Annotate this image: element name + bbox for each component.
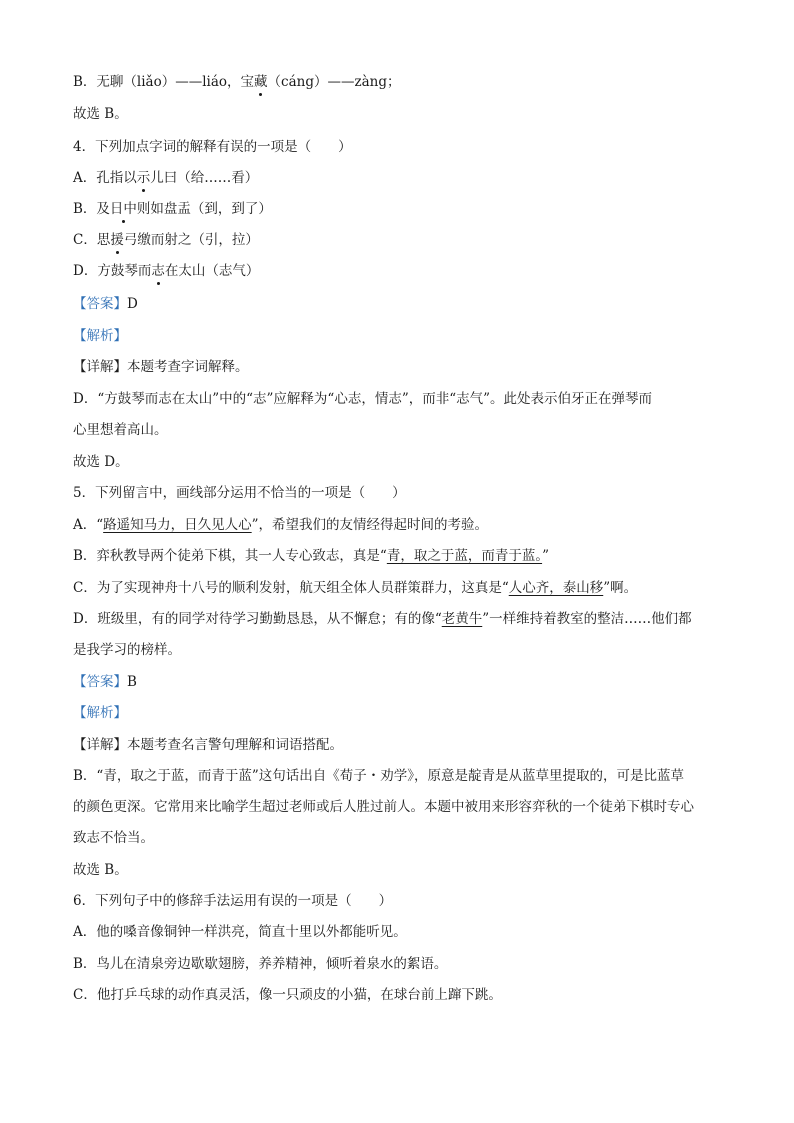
dotted-character: 志: [151, 263, 165, 279]
text-segment: ”: [542, 548, 549, 564]
question-5-option-c: [73, 578, 637, 598]
question-6-option-a: A．他的嗓音像铜钟一样洪亮，简直十里以外都能听见。: [73, 924, 407, 940]
question-5-option-d-line-2: 是我学习的榜样。: [73, 642, 181, 658]
question-5-option-a: [73, 515, 488, 535]
question-4-analysis: [73, 326, 127, 346]
underlined-phrase: 老黄牛: [441, 611, 483, 627]
question-5-analysis: [73, 703, 127, 723]
question-5-option-d-line-1: [73, 609, 692, 629]
question-4-detail: [73, 357, 249, 377]
question-5-detail: [73, 735, 343, 755]
question-5-option-b: [73, 546, 549, 566]
analysis-tag: 【解析】: [73, 328, 127, 344]
question-4-answer: [73, 294, 138, 314]
question-5-explanation-line-2: 的颜色更深。它常用来比喻学生超过老师或后人胜过前人。本题中被用来形容弈秋的一个徒弟下棋时专心: [73, 799, 694, 815]
text-segment: B．无聊（liǎo）——liáo，宝: [73, 74, 255, 90]
question-4-choose: 故选 D。: [73, 454, 129, 470]
dotted-character: 日中: [109, 201, 137, 217]
question-4-option-c: [73, 230, 259, 250]
text-segment: 则如盘盂（到，到了）: [136, 201, 272, 217]
text-segment: B．及: [73, 201, 110, 217]
underlined-phrase: 人心齐，泰山移: [508, 580, 604, 596]
question-4-stem: 4．下列加点字词的解释有误的一项是（ ）: [73, 139, 352, 155]
underlined-phrase: 青，取之于蓝，而青于蓝。: [386, 548, 543, 564]
detail-tag: 【详解】: [73, 359, 127, 375]
answer-tag: 【答案】: [73, 296, 127, 312]
question-6-option-b: B．鸟儿在清泉旁边歇歇翅膀，养养精神，倾听着泉水的絮语。: [73, 956, 448, 972]
underlined-phrase: 路遥知马力，日久见人心: [103, 517, 252, 533]
question-5-explanation-line-3: 致志不恰当。: [73, 830, 154, 846]
text-segment: 弓缴而射之（引，拉）: [123, 232, 259, 248]
text-segment: A．“: [73, 517, 104, 533]
question-4-option-b: [73, 199, 272, 219]
question-4-option-d: [73, 261, 259, 281]
text-segment: 在太山（志气）: [164, 263, 260, 279]
analysis-tag: 【解析】: [73, 705, 127, 721]
text-segment: B．弈秋教导两个徒弟下棋，其一人专心致志，真是“: [73, 548, 387, 564]
question-4-option-a: [73, 168, 258, 188]
dotted-character: 援: [110, 232, 124, 248]
answer-value: D: [127, 296, 138, 312]
question-5-explanation-line-1: B．“青，取之于蓝，而青于蓝”这句话出自《荀子・劝学》，原意是靛青是从蓝草里提取的，可是比蓝草: [73, 768, 684, 784]
dotted-character: 示: [136, 170, 151, 186]
dotted-character: 藏: [254, 74, 268, 90]
question-4-explanation-line-1: D．“方鼓琴而志在太山”中的“志”应解释为“心志，情志”，而非“志气”。此处表示伯牙正在弹琴而: [73, 391, 653, 407]
text-segment: A．孔指以: [73, 170, 137, 186]
text-segment: 儿曰（给……看）: [150, 170, 259, 186]
question-6-stem: 6．下列句子中的修辞手法运用有误的一项是（ ）: [73, 893, 393, 909]
text-segment: C．思: [73, 232, 111, 248]
question-6-option-c: C．他打乒乓球的动作真灵活，像一只顽皮的小猫，在球台前上蹿下跳。: [73, 987, 502, 1003]
detail-tag: 【详解】: [73, 737, 127, 753]
text-segment: ”一样维持着教室的整洁……他们都: [482, 611, 692, 627]
text-segment: D．方鼓琴而: [73, 263, 152, 279]
detail-text: 本题考查名言警句理解和词语搭配。: [127, 737, 343, 753]
question-5-choose: 故选 B。: [73, 862, 128, 878]
text-segment: D．班级里，有的同学对待学习勤勤恳恳，从不懈怠；有的像“: [73, 611, 442, 627]
answer-tag: 【答案】: [73, 674, 127, 690]
question-5-answer: [73, 672, 137, 692]
option-b-answer-line: [73, 72, 401, 92]
question-5-stem: 5．下列留言中，画线部分运用不恰当的一项是（ ）: [73, 485, 406, 501]
choose-line: 故选 B。: [73, 106, 128, 122]
text-segment: ”，希望我们的友情经得起时间的考验。: [251, 517, 489, 533]
text-segment: （cáng）——zàng；: [267, 74, 401, 90]
text-segment: C．为了实现神舟十八号的顺利发射，航天组全体人员群策群力，这真是“: [73, 580, 509, 596]
detail-text: 本题考查字词解释。: [127, 359, 249, 375]
text-segment: ”啊。: [603, 580, 638, 596]
answer-value: B: [127, 674, 137, 690]
question-4-explanation-line-2: 心里想着高山。: [73, 422, 168, 438]
